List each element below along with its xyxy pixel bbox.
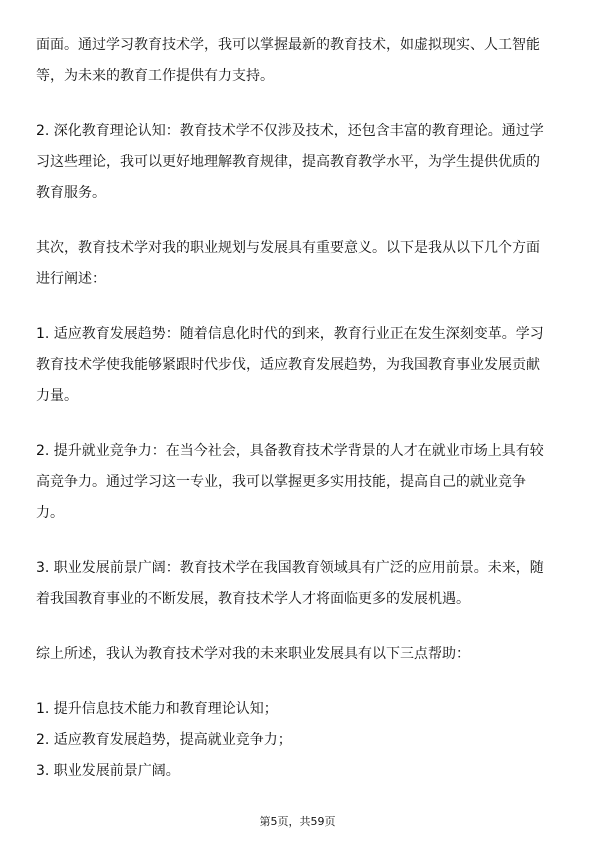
text-line: 综上所述，我认为教育技术学对我的未来职业发展具有以下三点帮助： (36, 646, 470, 662)
text-line: 2. 提升就业竞争力：在当今社会，具备教育技术学背景的人才在就业市场上具有较 (36, 443, 544, 459)
text-line: 3. 职业发展前景广阔：教育技术学在我国教育领域具有广泛的应用前景。未来，随 (36, 560, 544, 576)
text-line: 2. 深化教育理论认知：教育技术学不仅涉及技术，还包含丰富的教育理论。通过学 (36, 123, 544, 139)
list-item: 1. 提升信息技术能力和教育理论认知； (36, 701, 278, 717)
text-line: 面面。通过学习教育技术学，我可以掌握最新的教育技术，如虚拟现实、人工智能 (36, 37, 540, 53)
text-line: 高竞争力。通过学习这一专业，我可以掌握更多实用技能，提高自己的就业竞争 (36, 474, 526, 490)
text-line: 教育服务。 (36, 185, 106, 201)
text-line: 1. 适应教育发展趋势：随着信息化时代的到来，教育行业正在发生深刻变革。学习 (36, 326, 544, 342)
text-line: 等，为未来的教育工作提供有力支持。 (36, 68, 274, 84)
list-item: 2. 适应教育发展趋势，提高就业竞争力； (36, 732, 292, 748)
list-item: 3. 职业发展前景广阔。 (36, 763, 180, 779)
text-line: 进行阐述： (36, 271, 106, 287)
text-line: 其次，教育技术学对我的职业规划与发展具有重要意义。以下是我从以下几个方面 (36, 240, 540, 256)
page-number: 第5页，共59页 (259, 815, 336, 828)
text-line: 着我国教育事业的不断发展，教育技术学人才将面临更多的发展机遇。 (36, 591, 470, 607)
text-line: 教育技术学使我能够紧跟时代步伐，适应教育发展趋势，为我国教育事业发展贡献 (36, 357, 540, 373)
text-line: 力。 (36, 505, 64, 521)
text-line: 习这些理论，我可以更好地理解教育规律，提高教育教学水平，为学生提供优质的 (36, 154, 540, 170)
text-line: 力量。 (36, 388, 78, 404)
